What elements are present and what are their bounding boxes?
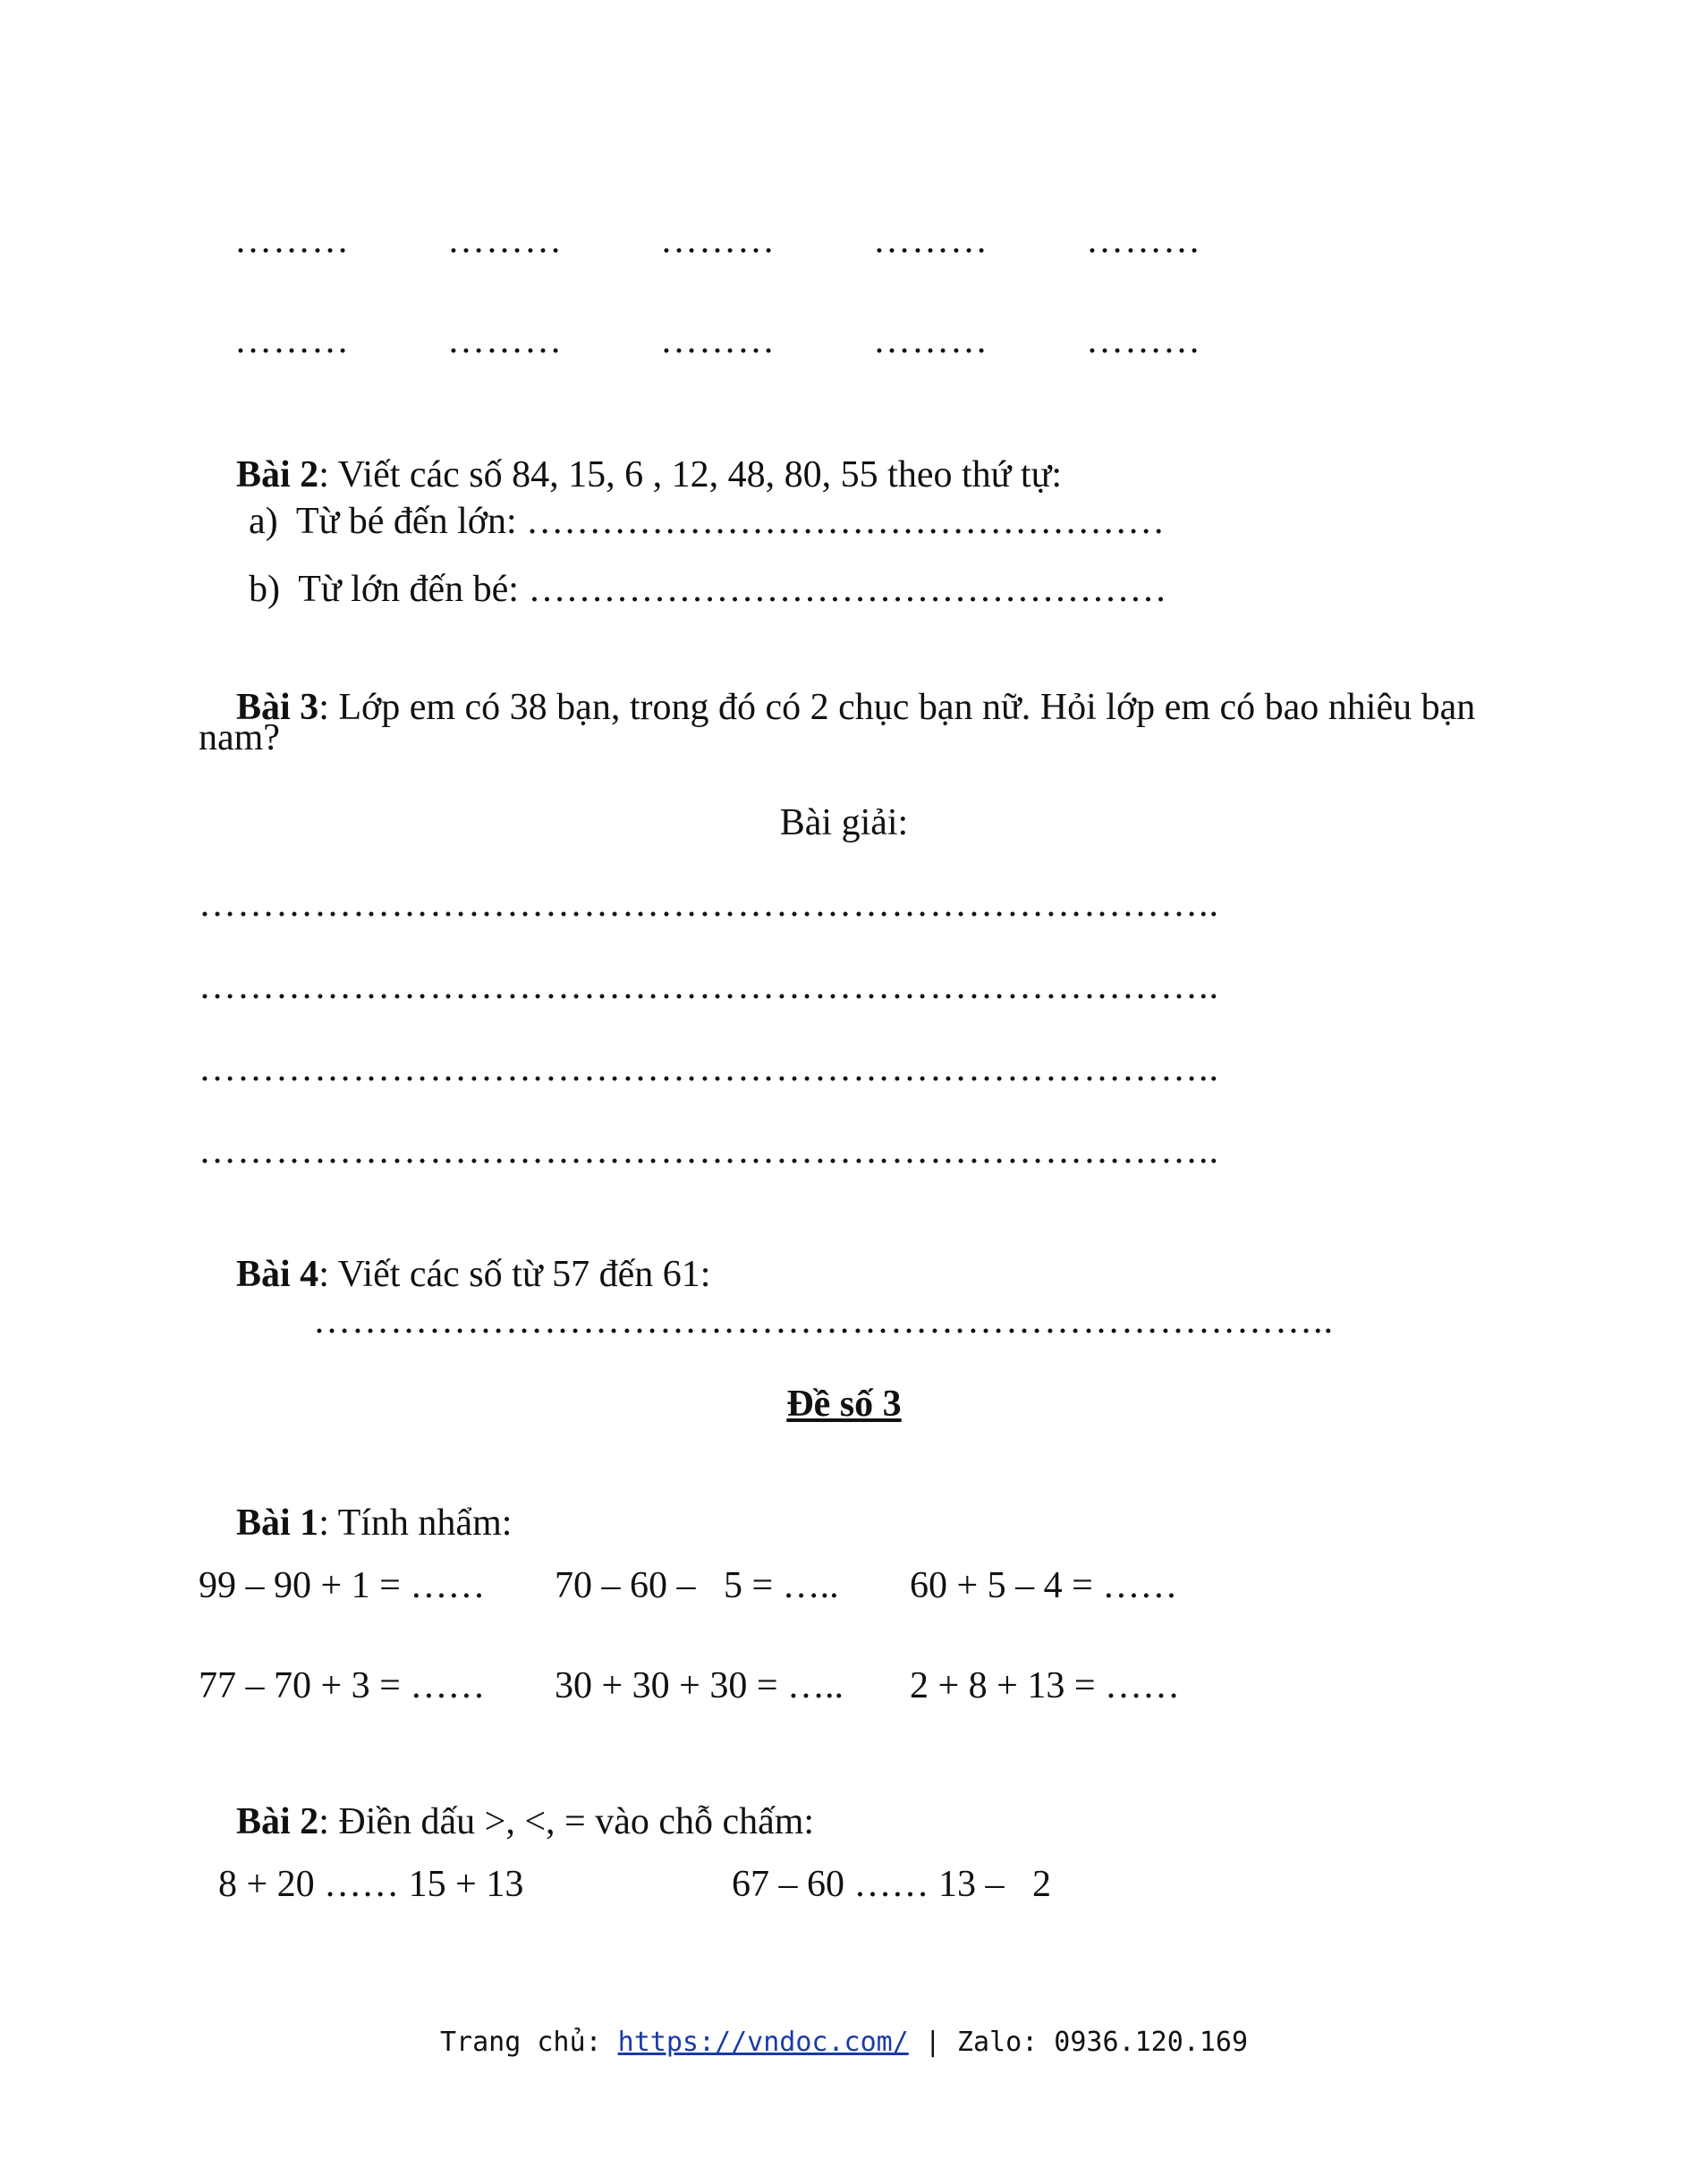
section-title: [0, 1383, 1688, 1426]
compare-item: 8 + 20 …… 15 + 13: [218, 1864, 524, 1905]
bai3-text: : Lớp em có 38 bạn, trong đó có 2 chục bạn nữ. Hỏi lớp em có bao nhiêu bạn: [318, 687, 1476, 728]
blank: ………: [1086, 220, 1201, 261]
bai2-item-a: a) Từ bé đến lớn: ……………………………………………: [249, 501, 1166, 542]
calc-item: 2 + 8 + 13 = ……: [910, 1665, 1181, 1706]
blank: ………: [660, 320, 776, 361]
calc-item: 60 + 5 – 4 = ……: [910, 1565, 1178, 1606]
de3-bai1-prompt: [199, 1467, 512, 1579]
de3-bai2-label: Bài 2: [236, 1801, 319, 1842]
de3-bai2-prompt: [199, 1765, 814, 1878]
blank: ………: [447, 320, 563, 361]
blank: ………: [447, 220, 563, 261]
footer-suffix: | Zalo: 0936.120.169: [908, 2027, 1249, 2058]
blank: ………: [1086, 320, 1201, 361]
section-title-text: Đề số 3: [786, 1384, 902, 1425]
footer-prefix: Trang chủ:: [439, 2027, 618, 2058]
calc-item: 30 + 30 + 30 = …..: [555, 1665, 844, 1706]
answer-line: ……………………………………………………………………..: [199, 1048, 1219, 1089]
calc-item: 70 – 60 – 5 = …..: [555, 1565, 839, 1606]
answer-line: ……………………………………………………………………..: [199, 966, 1219, 1007]
bai3-prompt: [199, 651, 1475, 764]
page-footer: [0, 2027, 1688, 2058]
blank: ………: [873, 220, 988, 261]
bai4-answer-line: ……………………………………………………………………..: [313, 1300, 1334, 1342]
solution-heading: Bài giải:: [779, 802, 909, 843]
blank: ………: [234, 220, 350, 261]
bai3-text-cont: nam?: [199, 717, 280, 758]
blank: ………: [873, 320, 988, 361]
bai2-label: Bài 2: [236, 454, 319, 495]
bai3-label: Bài 3: [236, 687, 319, 728]
bai2-item-b: b) Từ lớn đến bé: ……………………………………………: [249, 569, 1167, 610]
de3-bai1-text: : Tính nhẩm:: [318, 1503, 513, 1544]
bai2-text: : Viết các số 84, 15, 6 , 12, 48, 80, 55 theo thứ tự:: [318, 454, 1062, 495]
homepage-link[interactable]: https://vndoc.com/: [617, 2027, 909, 2058]
bai4-text: : Viết các số từ 57 đến 61:: [318, 1254, 711, 1295]
blank: ………: [234, 320, 350, 361]
de3-bai2-text: : Điền dấu >, <, = vào chỗ chấm:: [318, 1801, 815, 1842]
answer-line: ……………………………………………………………………..: [199, 884, 1219, 925]
blank: ………: [660, 220, 776, 261]
calc-item: 99 – 90 + 1 = ……: [199, 1565, 486, 1606]
answer-line: ……………………………………………………………………..: [199, 1130, 1219, 1172]
bai4-label: Bài 4: [236, 1254, 319, 1295]
de3-bai1-label: Bài 1: [236, 1503, 319, 1544]
compare-item: 67 – 60 …… 13 – 2: [732, 1864, 1051, 1905]
calc-item: 77 – 70 + 3 = ……: [199, 1665, 486, 1706]
